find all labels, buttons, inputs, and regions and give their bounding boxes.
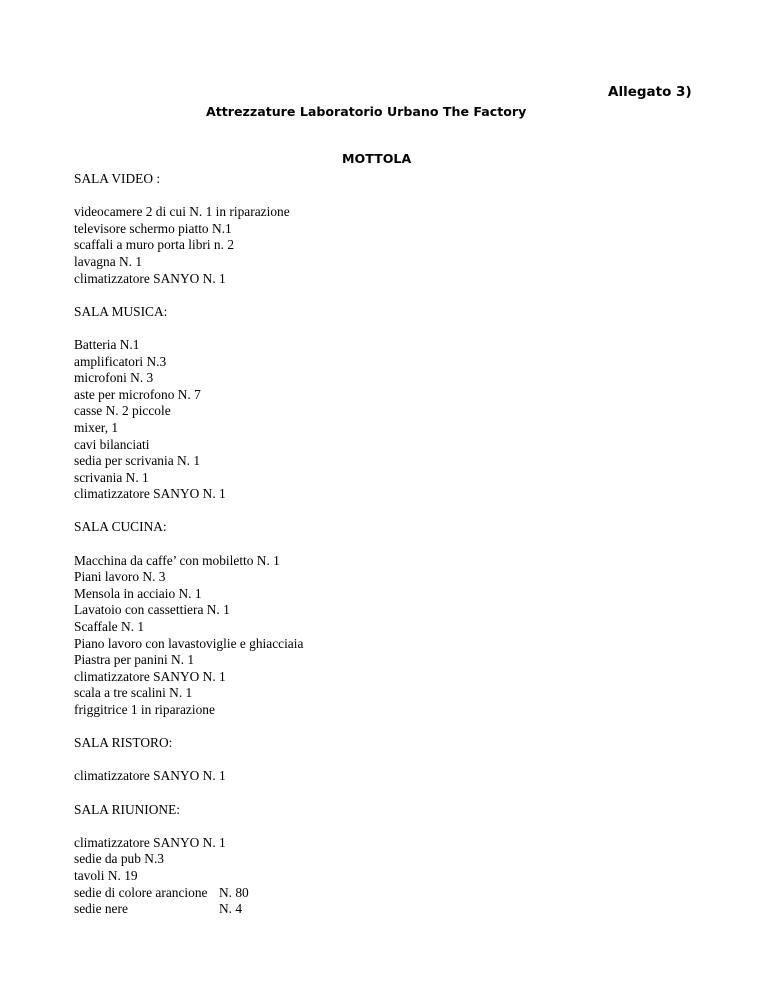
list-item: Piani lavoro N. 3 [74,569,166,585]
list-item: Scaffale N. 1 [74,619,145,635]
list-item: climatizzatore SANYO N. 1 [74,834,226,850]
list-item: sedia per scrivania N. 1 [74,453,201,469]
section-title-sala-cucina: SALA CUCINA: [74,519,167,535]
section-title-sala-riunione: SALA RIUNIONE: [74,801,181,817]
list-item: climatizzatore SANYO N. 1 [74,486,226,502]
list-item: climatizzatore SANYO N. 1 [74,768,226,784]
location-heading: MOTTOLA [342,151,412,166]
list-item: Macchina da caffe’ con mobiletto N. 1 [74,552,280,568]
list-item: scaffali a muro porta libri n. 2 [74,237,235,253]
list-item: Mensola in acciaio N. 1 [74,585,202,601]
list-item: sedie da pub N.3 [74,851,164,867]
inventory-list [74,171,674,918]
list-item: videocamere 2 di cui N. 1 in riparazione [74,204,290,220]
document-title: Attrezzature Laboratorio Urbano The Factory [206,104,527,119]
item-quantity: N. 4 [219,901,243,917]
list-item: Lavatoio con cassettiera N. 1 [74,602,230,618]
section-title-sala-ristoro: SALA RISTORO: [74,735,173,751]
item-name: sedie di colore arancione [74,884,208,900]
list-item: scala a tre scalini N. 1 [74,685,193,701]
list-item [74,885,674,902]
annex-label: Allegato 3) [608,84,692,100]
list-item: tavoli N. 19 [74,867,138,883]
list-item: aste per microfono N. 7 [74,386,201,402]
list-item [74,901,674,918]
list-item: televisore schermo piatto N.1 [74,220,232,236]
list-item: Piano lavoro con lavastoviglie e ghiacciaia [74,635,304,651]
list-item: amplificatori N.3 [74,353,167,369]
list-item: climatizzatore SANYO N. 1 [74,668,226,684]
list-item: mixer, 1 [74,419,119,435]
item-quantity: N. 80 [219,884,249,900]
list-item: climatizzatore SANYO N. 1 [74,270,226,286]
list-item: casse N. 2 piccole [74,403,171,419]
section-title-sala-video: SALA VIDEO : [74,171,161,186]
list-item: microfoni N. 3 [74,370,154,386]
list-item: cavi bilanciati [74,436,150,452]
list-item: friggitrice 1 in riparazione [74,702,215,717]
list-item: lavagna N. 1 [74,253,143,269]
list-item: Piastra per panini N. 1 [74,652,195,668]
item-name: sedie nere [74,901,128,917]
list-item: Batteria N.1 [74,336,140,352]
list-item: scrivania N. 1 [74,469,149,485]
section-title-sala-musica: SALA MUSICA: [74,303,168,319]
